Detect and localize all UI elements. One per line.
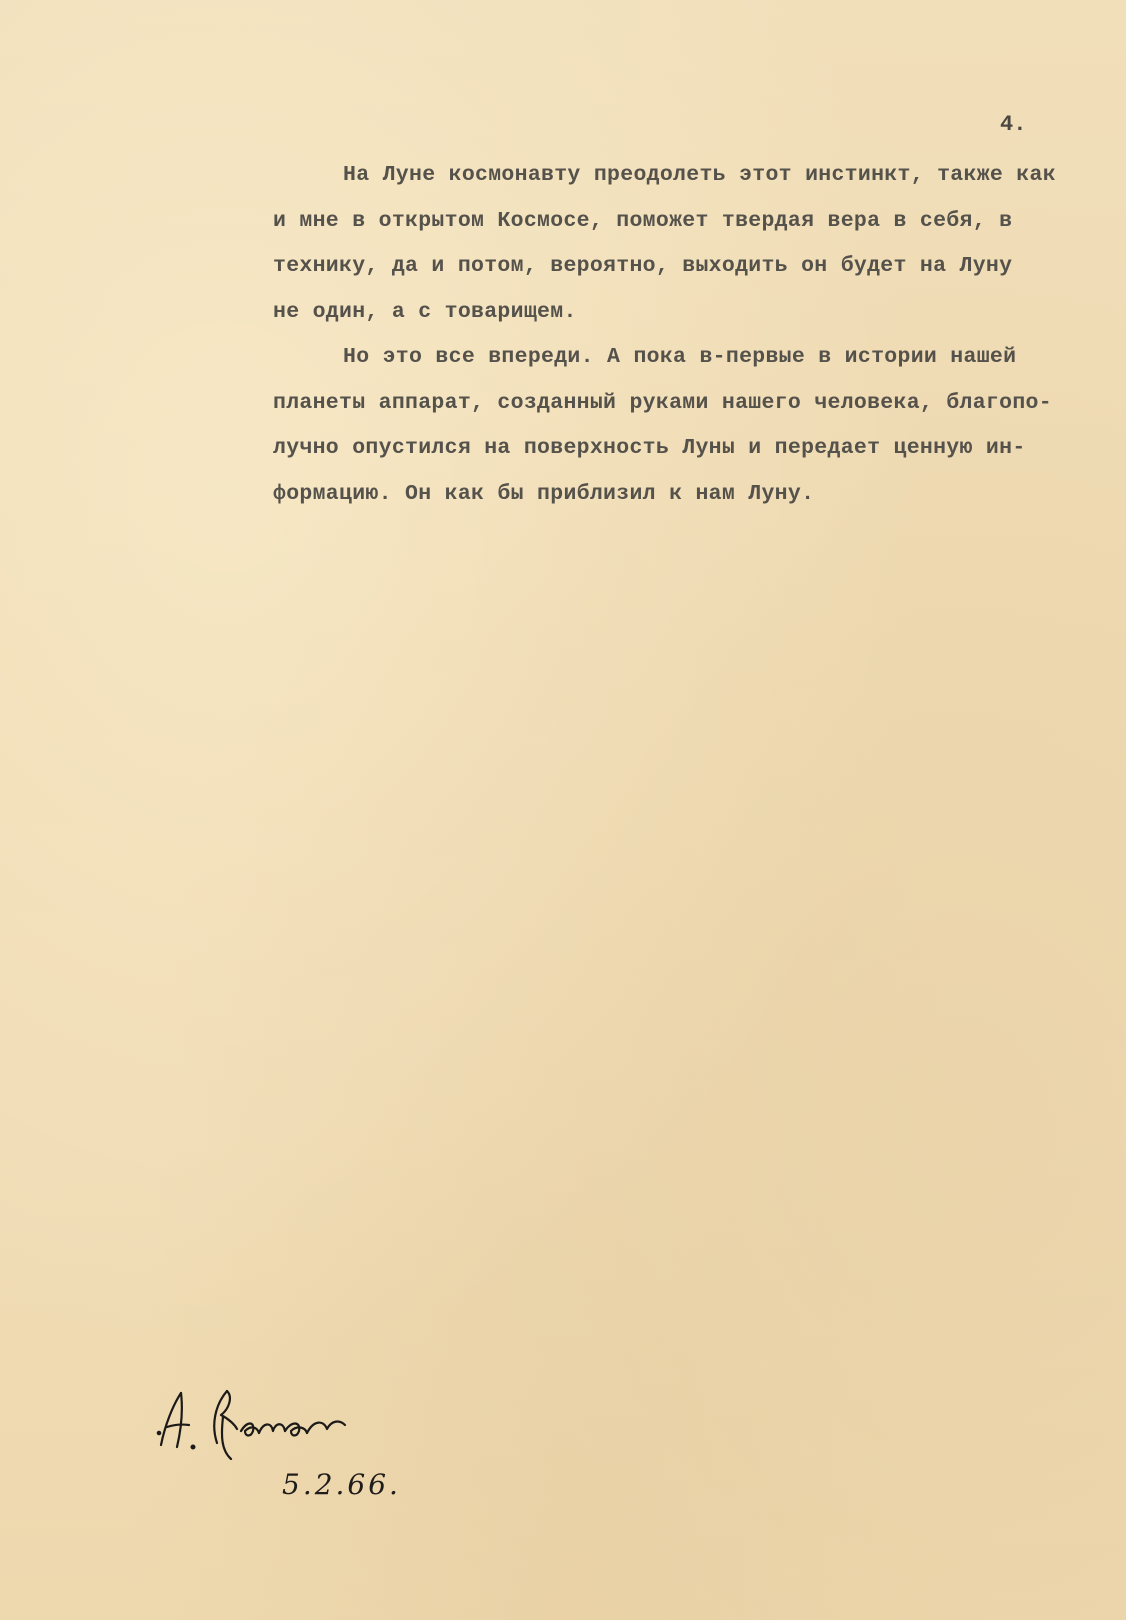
paragraph-2-line-1: Но это все впереди. А пока в-первые в истории нашей (343, 345, 1017, 369)
typed-body-text (273, 153, 1083, 517)
paragraph-2-line-4: формацию. Он как бы приблизил к нам Луну. (273, 481, 815, 506)
page-number: 4. (1000, 112, 1027, 137)
paragraph-1-line-4: не один, а с товарищем. (273, 299, 577, 324)
paragraph-2-line-3: лучно опустился на поверхность Луны и передает ценную ин- (273, 436, 1026, 460)
paragraph-1-line-1: На Луне космонавту преодолеть этот инстинкт, также как (343, 163, 1056, 187)
handwritten-signature (155, 1385, 365, 1460)
paragraph-2-line-2: планеты аппарат, созданный руками нашего человека, благопо- (273, 390, 1052, 415)
paragraph-1-line-3: технику, да и потом, вероятно, выходить он будет на Луну (273, 254, 1013, 278)
paragraph-1-line-2: и мне в открытом Космосе, поможет твердая вера в себя, в (273, 208, 1013, 233)
signature-date: 5.2.66. (282, 1468, 401, 1501)
